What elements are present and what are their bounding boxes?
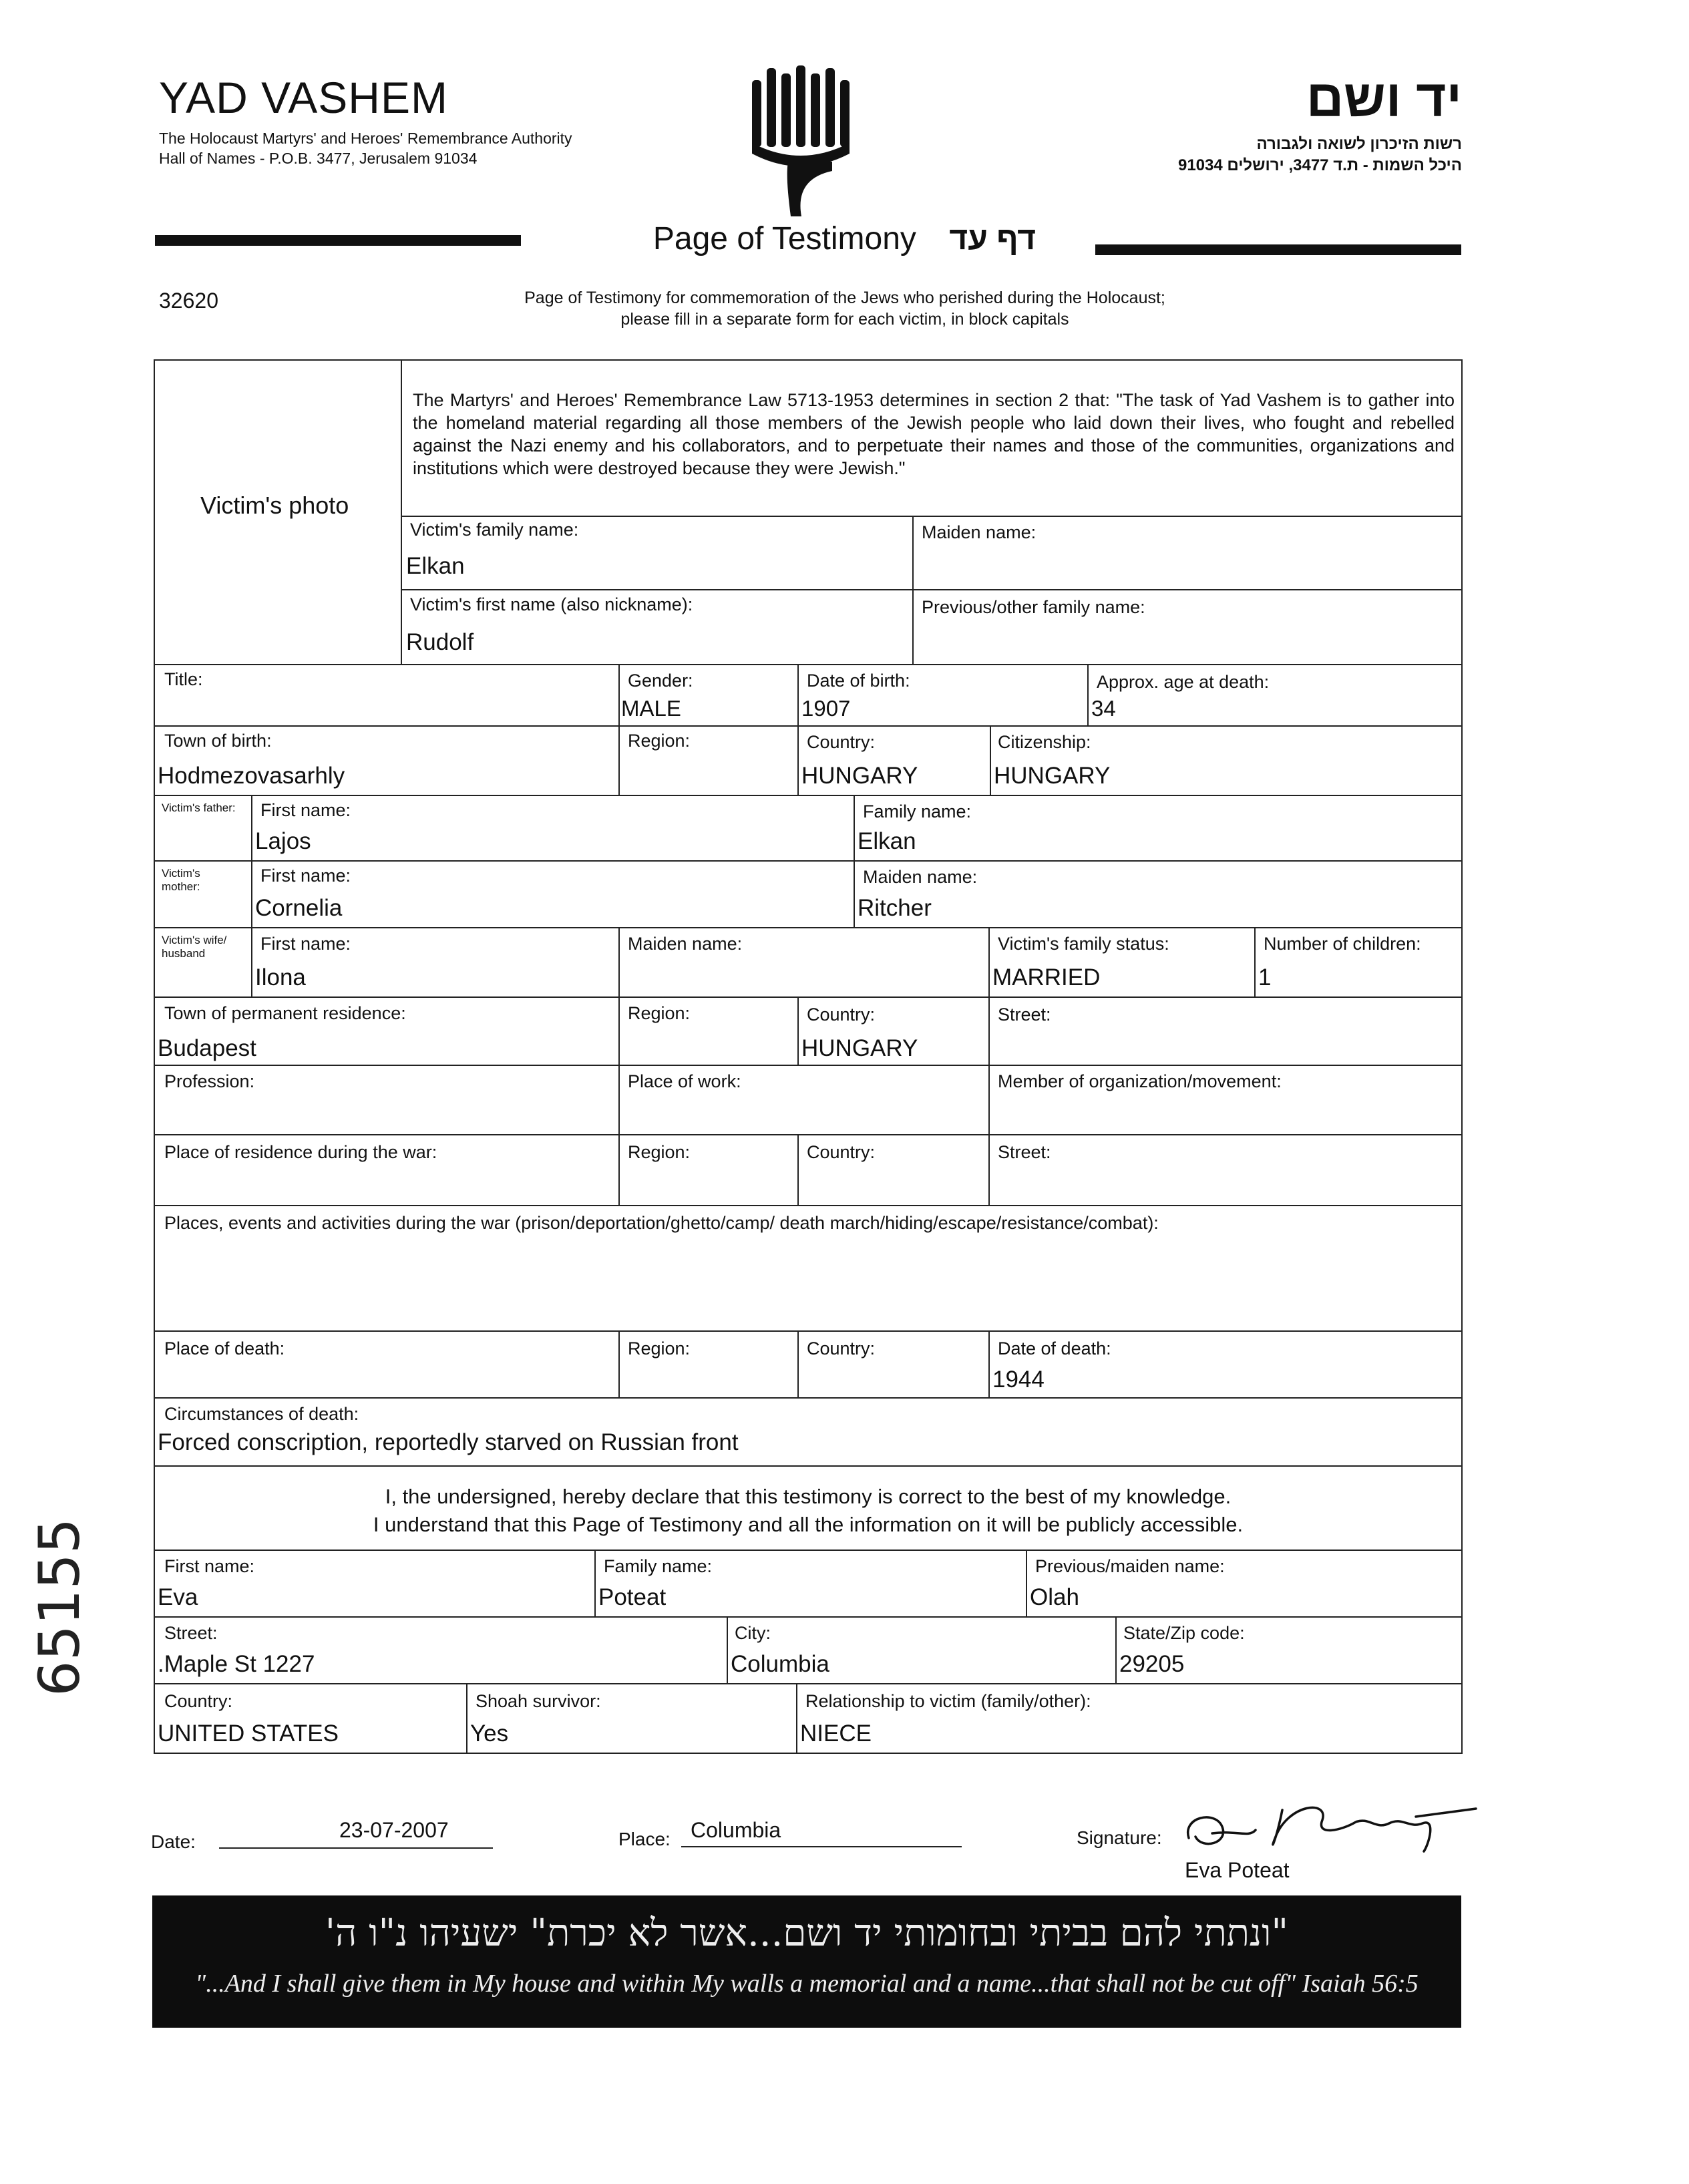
instructions-line1: Page of Testimony for commemoration of the Jews who perished during the Holocaust; [524,289,1165,307]
death-date-label: Date of death: [998,1338,1111,1358]
birth-region-label: Region: [628,731,691,751]
signature-label: Signature: [1077,1827,1162,1848]
father-first-label: First name: [260,800,351,820]
law-text: The Martyrs' and Heroes' Remembrance Law 5713-1953 determines in section 2 that: "The task of Yad Vashem is to gather into the homeland material regarding all those members of the Jewish people who laid down their lives, who fought and rebelled against the Nazi enemy and his collaborators, and to perpetuate their names and those of the communities, organizations and institutions which were destroyed because they were Jewish." [413,390,1455,478]
residence-region-label: Region: [628,1003,691,1023]
title-cell [154,664,620,727]
submitter-street-value: .Maple St 1227 [158,1651,315,1677]
org-name: YAD VASHEM [159,73,448,122]
death-circumstances-value: Forced conscription, reportedly starved on Russian front [158,1429,739,1455]
gender-value: MALE [621,696,681,721]
hebrew-org-name: יד ושם [1306,69,1462,128]
gender-label: Gender: [628,671,693,691]
isaiah-quote-hebrew: "ונתתי להם בביתי ובחומותי יד ושם...אשר לא יכרת" ישעיהו נ"ו ה' [325,1912,1289,1955]
citizenship-value: HUNGARY [994,763,1111,789]
date-value: 23-07-2007 [339,1818,449,1842]
father-side-label: Victim's father: [162,801,236,814]
mother-side-label: Victim's mother: [162,867,200,893]
father-family-value: Elkan [858,828,916,854]
residence-town-value: Budapest [158,1035,256,1061]
submitter-state-label: State/Zip code: [1123,1623,1245,1643]
relationship-label: Relationship to victim (family/other): [805,1691,1091,1711]
work-label: Place of work: [628,1071,741,1091]
org-subtitle [159,128,572,168]
residence-street-cell [988,996,1463,1066]
form-instructions [401,287,1289,330]
title-label: Title: [164,669,203,689]
date-label: Date: [151,1831,196,1852]
children-value: 1 [1258,964,1272,990]
residence-country-value: HUNGARY [801,1035,918,1061]
isaiah-quote-english: "...And I shall give them in My house and within My walls a memorial and a name...that shall not be cut off" Isaiah 56:5 [195,1970,1419,1998]
citizenship-label: Citizenship: [998,732,1091,752]
town-birth-label: Town of birth: [164,731,272,751]
place-value: Columbia [691,1818,781,1842]
place-underline [681,1846,962,1847]
signature-printed-name: Eva Poteat [1185,1858,1290,1882]
survivor-label: Shoah survivor: [476,1691,601,1711]
spouse-maiden-label: Maiden name: [628,934,743,954]
war-street-cell [988,1134,1463,1206]
maiden-name-label: Maiden name: [922,522,1037,542]
death-country-label: Country: [807,1338,876,1358]
dob-label: Date of birth: [807,671,910,691]
submitter-state-value: 29205 [1119,1651,1185,1677]
mother-maiden-value: Ritcher [858,895,932,921]
submitter-family-value: Poteat [598,1584,667,1610]
hebrew-subtitle-line2: היכל השמות - ת.ד 3477, ירושלים 91034 [1177,156,1462,174]
death-place-label: Place of death: [164,1338,285,1358]
war-street-label: Street: [998,1142,1051,1162]
residence-country-label: Country: [807,1005,876,1025]
submitter-street-label: Street: [164,1623,218,1643]
spouse-first-label: First name: [260,934,351,954]
submitter-first-value: Eva [158,1584,198,1610]
survivor-value: Yes [470,1720,509,1747]
profession-label: Profession: [164,1071,255,1091]
first-name-label: Victim's first name (also nickname): [410,594,693,614]
death-region-label: Region: [628,1338,691,1358]
menorah-emblem-icon [748,61,855,222]
death-date-value: 1944 [992,1367,1045,1393]
relationship-value: NIECE [800,1720,872,1747]
mother-first-label: First name: [260,866,351,886]
declaration-text [154,1483,1463,1539]
mother-first-value: Cornelia [255,895,343,921]
dob-value: 1907 [801,696,851,721]
war-region-label: Region: [628,1142,691,1162]
victim-photo-label: Victim's photo [200,492,349,519]
father-first-value: Lajos [255,828,311,854]
submitter-city-value: Columbia [731,1651,829,1677]
spouse-side-label: Victim's wife/ husband [162,934,227,960]
submitter-first-label: First name: [164,1556,255,1576]
family-name-label: Victim's family name: [410,520,579,540]
declaration-line1: I, the undersigned, hereby declare that this testimony is correct to the best of my knowledge. [385,1485,1232,1508]
form-title [0,220,1689,257]
children-label: Number of children: [1264,934,1421,954]
hebrew-subtitle-line1: רשות הזיכרון לשואה ולגבורה [1256,135,1462,153]
father-family-label: Family name: [863,801,972,822]
war-country-label: Country: [807,1142,876,1162]
member-label: Member of organization/movement: [998,1071,1282,1091]
birth-country-value: HUNGARY [801,763,918,789]
form-title-hebrew: דף עד [949,221,1037,256]
submitter-family-label: Family name: [604,1556,713,1576]
submitter-country-label: Country: [164,1691,233,1711]
declaration-line2: I understand that this Page of Testimony and all the information on it will be publicly accessible. [373,1513,1244,1536]
isaiah-quote-banner [152,1895,1461,2028]
submitter-prev-label: Previous/maiden name: [1035,1556,1225,1576]
birth-country-label: Country: [807,732,876,752]
submitter-prev-value: Olah [1030,1584,1079,1610]
place-label: Place: [618,1829,671,1849]
handwritten-side-number: 65155 [27,1517,92,1696]
submitter-city-label: City: [735,1623,771,1643]
death-circumstances-label: Circumstances of death: [164,1404,359,1424]
war-residence-label: Place of residence during the war: [164,1142,437,1162]
spouse-first-value: Ilona [255,964,306,990]
hebrew-org-subtitle [1178,134,1462,176]
reference-number: 32620 [159,289,218,313]
form-title-english: Page of Testimony [652,221,916,256]
town-birth-value: Hodmezovasarhly [158,763,345,789]
war-places-label: Places, events and activities during the war (prison/deportation/ghetto/camp/ death march/hiding/escape/resistance/combat): [164,1213,1159,1233]
age-value: 34 [1091,696,1116,721]
instructions-line2: please fill in a separate form for each victim, in block capitals [620,310,1069,329]
org-subtitle-line2: Hall of Names - P.O.B. 3477, Jerusalem 91034 [159,150,478,167]
prev-family-label: Previous/other family name: [922,597,1145,617]
family-status-value: MARRIED [992,964,1101,990]
org-subtitle-line1: The Holocaust Martyrs' and Heroes' Remembrance Authority [159,130,572,147]
mother-maiden-label: Maiden name: [863,867,978,887]
submitter-country-value: UNITED STATES [158,1720,339,1747]
residence-street-label: Street: [998,1005,1051,1025]
age-label: Approx. age at death: [1097,672,1270,692]
residence-town-label: Town of permanent residence: [164,1003,406,1023]
family-name-value: Elkan [406,553,465,579]
first-name-value: Rudolf [406,629,474,655]
signature-scribble-icon [1175,1790,1483,1863]
family-status-label: Victim's family status: [998,934,1169,954]
date-underline [219,1847,493,1849]
